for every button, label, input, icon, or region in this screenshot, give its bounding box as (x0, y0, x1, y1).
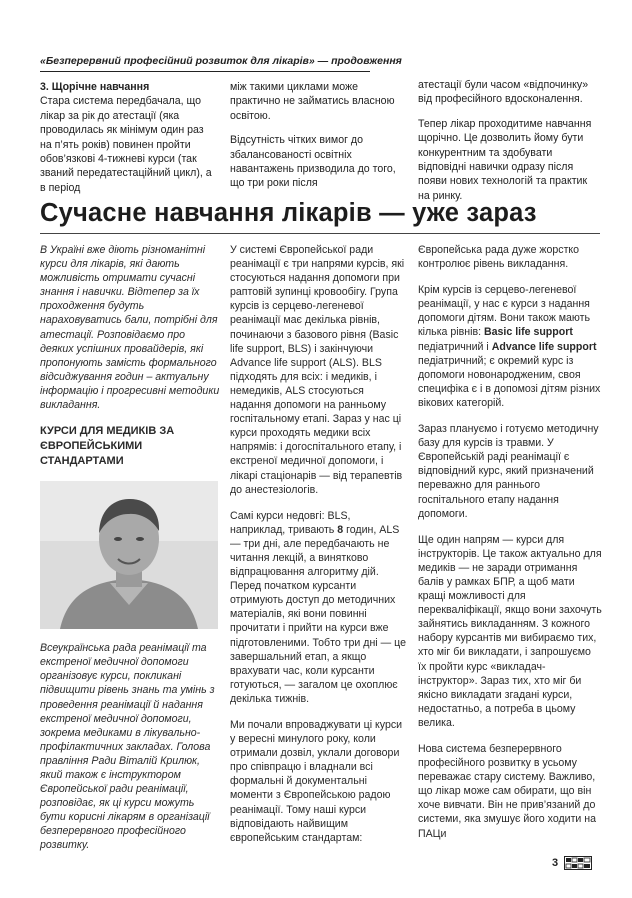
lead-paragraph: В Україні вже діють різноманітні курси для лікарів, які дають можливість отримати сучасні знання і навички. Відтепер за їх проходження будуть нараховуватись бали, потрібні для атестації. Розповідаємо про деяких успішних провайдерів, які пропонують замість формального відсиджування годин – актуальну інформацію і прогресивні методики викладання. (40, 244, 220, 412)
paragraph: Тепер лікар проходитиме навчання щорічно. Це дозволить йому бути конкурентним та здобувати відповідні навички одразу після появи нових технологій та практик на ринку. (418, 117, 592, 202)
section-heading: КУРСИ ДЛЯ МЕДИКІВ ЗА ЄВРОПЕЙСЬКИМИ СТАНДАРТАМИ (40, 425, 175, 468)
article-column-3 (418, 243, 602, 853)
paragraph: У системі Європейської ради реанімації є три напрями курсів, які стосуються надання допомоги при раптовій зупинці кровообігу. Група курсів із серцево-легеневої реанімації має декілька рівнів, починаючи з базового рівня (Basic life support, BLS) і закінчуючи Advance life support (ALS). BLS підходять для всіх: і медиків, і немедиків, ALS стосуються надання допомоги на ранньому госпітальному етапі. Зараз у нас ці курси проходять медики всіх напрямів: і догоспітального етапу, і екстреної медичної допомоги, і лікарі стаціонарів — від терапевтів до анестезіологів. (230, 244, 405, 496)
top-column-1 (40, 80, 218, 205)
portrait-illustration (40, 481, 218, 629)
paragraph: між такими циклами може практично не займатись власною освітою. (230, 81, 395, 122)
article-headline: Сучасне навчання лікарів — уже зараз (40, 199, 537, 227)
paragraph: Зараз плануємо і готуємо методичну базу для курсів із травми. У Європейській раді реанімації є відповідний курс, який призначений переважно для раннього госпітального етапу надання допомоги. (418, 423, 599, 520)
running-head: «Безперервний професійний розвиток для лікарів» — продовження (40, 55, 370, 72)
article-column-2 (230, 243, 408, 857)
paragraph: Ми почали впроваджувати ці курси у вересні минулого року, коли отримали дозвіл, уклали договори про співпрацю і владнали всі формальні й документальні моменти з Європейською радою реанімації. Тому наші курси відповідають найвищим європейським стандартам: (230, 719, 403, 844)
text-run: Крім курсів із серцево-легеневої реанімації, у нас є курси з надання допомоги дітям. Вони також мають кілька рівнів: (418, 284, 591, 339)
paragraph: Відсутність чітких вимог до збалансованості освітніх навантажень призводила до того, що три роки після (230, 134, 396, 190)
grid-logo-icon (564, 856, 592, 870)
portrait-photo (40, 481, 218, 629)
paragraph: Європейська рада дуже жорстко контролює рівень викладання. (418, 244, 580, 271)
bold-number: 8 (337, 523, 344, 536)
top-column-3 (418, 78, 600, 213)
bold-term: Advance life support (491, 340, 597, 353)
paragraph: атестації були часом «відпочинку» від професійного вдосконалення. (418, 79, 589, 106)
paragraph (418, 283, 602, 410)
text-run: Самі курси недовгі: BLS, наприклад, тривають (230, 509, 351, 536)
page-number: 3 (552, 857, 559, 869)
subheading: 3. Щорічне навчання (40, 81, 150, 93)
text-run: годин, ALS — три дні, але передбачають не читання лекцій, а винятково відпрацювання алгоритму дій. Перед початком курсанти отримують доступ до методичних матеріалів, які вони повинні прочитати і прийти на курси вже підготовленими. Тобто три дні — це завершальний етап, а якщо врахувати час, коли курсанти готуються, — загалом це охоплює декілька тижнів. (230, 523, 406, 705)
bold-term: Basic life support (483, 326, 573, 339)
article-column-1 (40, 243, 220, 865)
top-column-2 (230, 80, 406, 201)
photo-caption: Всеукраїнська рада реанімації та екстреної медичної допомоги організовує курси, покликані підвищити рівень знань та умінь з проведення реанімації й надання екстреної медичної допомоги, зокрема медиками в лікувально-профілактичних закладах. Голова правління Ради Віталій Крилюк, який також є інструктором Європейської ради реанімації, розповідає, як ці курси можуть бути корисні лікарям в організації безперервного професійного розвитку. (40, 642, 215, 852)
text-run: педіатричний і (418, 340, 492, 353)
paragraph: Ще один напрям — курси для інструкторів. Це також актуально для медиків — не заради отримання балів у рамках БПР, а щоб мати кращі можливості для перекваліфікації, якщо вони захочуть зайнятись викладанням. З кожного набору курсантів ми вибираємо тих, хто міг би викладати, і запрошуємо їх пройти курс «викладач-інструктор». Зараз тих, хто міг би якісно викладати згадані курси, недостатньо, а потреба в цьому велика. (418, 533, 602, 729)
paragraph: Нова система безперервного професійного розвитку в усьому переважає стару систему. Важливо, що лікар може сам обирати, що він хоче вивчати. Він не прив’язаний до системи, яка змушує його ходити на ПАЦи (418, 743, 597, 840)
text-run: педіатричний; є окремий курс із допомоги новонародженим, своя специфіка є і в допомозі дітям різних вікових категорій. (418, 354, 601, 409)
paragraph: Стара система передбачала, що лікар за рік до атестації (яка проводилась як мінімум один раз на п’ять років) повинен пройти обов’язкові 4-тижневі курси (так званий передатестаційний цикл), а в період (40, 95, 212, 194)
headline-rule (40, 233, 600, 234)
paragraph (230, 509, 408, 706)
